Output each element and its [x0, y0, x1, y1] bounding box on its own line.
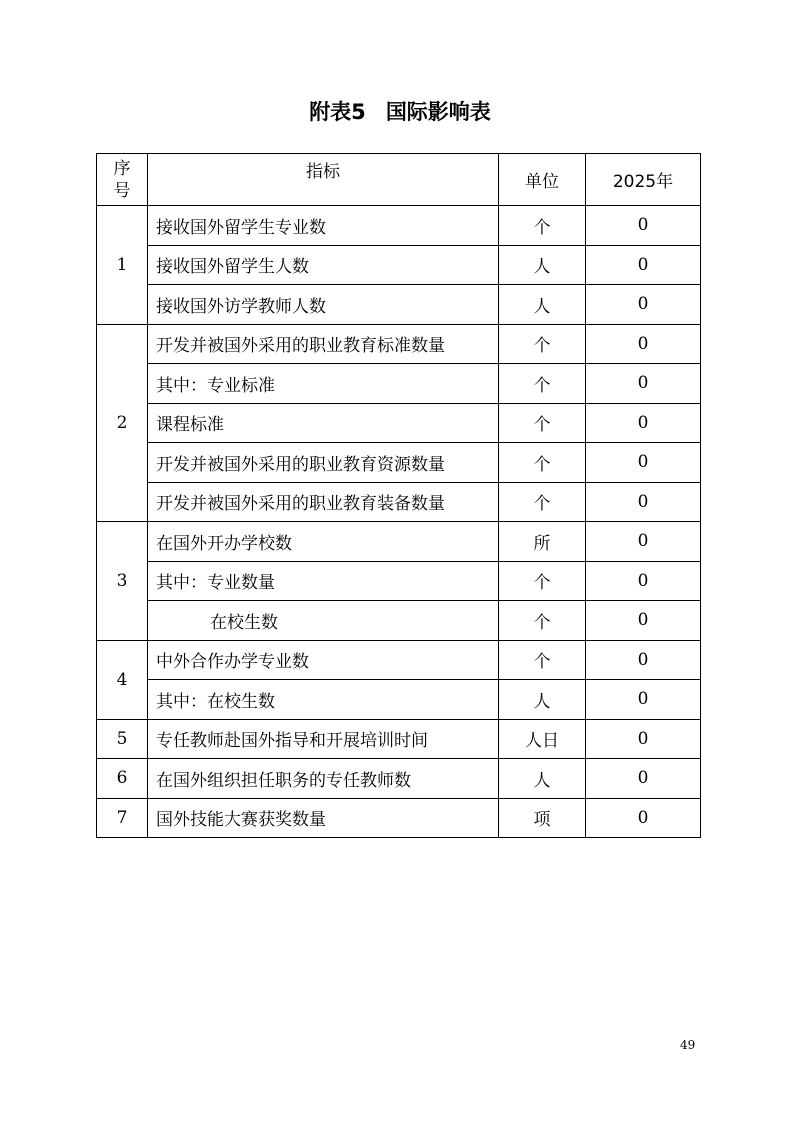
indicator-unit: 项 — [499, 798, 586, 838]
indicator-name: 开发并被国外采用的职业教育装备数量 — [148, 482, 499, 522]
table-row — [97, 719, 701, 759]
table-row — [97, 245, 701, 285]
indicator-name: 开发并被国外采用的职业教育资源数量 — [148, 443, 499, 483]
indicator-value: 0 — [586, 640, 701, 680]
header-year: 2025年 — [586, 154, 701, 206]
indicator-name: 在国外开办学校数 — [148, 522, 499, 562]
indicator-value: 0 — [586, 206, 701, 246]
table-row — [97, 482, 701, 522]
indicator-value: 0 — [586, 285, 701, 325]
indicator-name: 其中：在校生数 — [148, 680, 499, 720]
row-number: 6 — [97, 759, 148, 799]
table-row — [97, 561, 701, 601]
indicator-name: 开发并被国外采用的职业教育标准数量 — [148, 324, 499, 364]
header-seq-line2: 号 — [113, 180, 131, 201]
header-unit: 单位 — [499, 154, 586, 206]
indicator-name: 接收国外留学生人数 — [148, 245, 499, 285]
row-number: 4 — [97, 640, 148, 719]
table-row — [97, 601, 701, 641]
indicator-name: 在国外组织担任职务的专任教师数 — [148, 759, 499, 799]
indicator-unit: 人 — [499, 285, 586, 325]
indicator-value: 0 — [586, 719, 701, 759]
indicator-unit: 人 — [499, 759, 586, 799]
table-row — [97, 364, 701, 404]
indicator-value: 0 — [586, 561, 701, 601]
indicator-unit: 人 — [499, 245, 586, 285]
indicator-name: 中外合作办学专业数 — [148, 640, 499, 680]
indicator-name: 其中：专业标准 — [148, 364, 499, 404]
indicator-name: 国外技能大赛获奖数量 — [148, 798, 499, 838]
page-title — [0, 96, 800, 126]
indicator-unit: 个 — [499, 403, 586, 443]
page-number: 49 — [680, 1038, 696, 1052]
indicator-name: 课程标准 — [148, 403, 499, 443]
header-seq — [97, 154, 148, 206]
row-number: 3 — [97, 522, 148, 641]
table-row — [97, 443, 701, 483]
indicator-value: 0 — [586, 482, 701, 522]
row-number: 7 — [97, 798, 148, 838]
indicator-unit: 人 — [499, 680, 586, 720]
indicator-unit: 个 — [499, 206, 586, 246]
table-row — [97, 798, 701, 838]
international-impact-table — [96, 153, 701, 838]
indicator-name: 接收国外留学生专业数 — [148, 206, 499, 246]
indicator-unit: 所 — [499, 522, 586, 562]
indicator-name: 其中：专业数量 — [148, 561, 499, 601]
indicator-unit: 个 — [499, 561, 586, 601]
indicator-unit: 个 — [499, 364, 586, 404]
table-row — [97, 680, 701, 720]
indicator-value: 0 — [586, 759, 701, 799]
table-row — [97, 403, 701, 443]
indicator-unit: 个 — [499, 482, 586, 522]
indicator-value: 0 — [586, 245, 701, 285]
table-row — [97, 206, 701, 246]
indicator-unit: 个 — [499, 640, 586, 680]
indicator-name: 在校生数 — [148, 601, 499, 641]
row-number: 5 — [97, 719, 148, 759]
indicator-unit: 个 — [499, 443, 586, 483]
indicator-value: 0 — [586, 798, 701, 838]
indicator-value: 0 — [586, 364, 701, 404]
row-number: 1 — [97, 206, 148, 325]
table-row — [97, 522, 701, 562]
table-header-row — [97, 154, 701, 206]
table-row — [97, 324, 701, 364]
header-seq-line1: 序 — [113, 158, 131, 179]
indicator-unit: 人日 — [499, 719, 586, 759]
indicator-value: 0 — [586, 522, 701, 562]
indicator-value: 0 — [586, 443, 701, 483]
indicator-value: 0 — [586, 601, 701, 641]
row-number: 2 — [97, 324, 148, 522]
table-row — [97, 640, 701, 680]
table-row — [97, 759, 701, 799]
indicator-value: 0 — [586, 324, 701, 364]
title-main: 国际影响表 — [385, 100, 491, 124]
indicator-unit: 个 — [499, 324, 586, 364]
indicator-value: 0 — [586, 403, 701, 443]
indicator-name: 专任教师赴国外指导和开展培训时间 — [148, 719, 499, 759]
header-indicator: 指标 — [148, 154, 499, 206]
indicator-value: 0 — [586, 680, 701, 720]
indicator-name: 接收国外访学教师人数 — [148, 285, 499, 325]
table-row — [97, 285, 701, 325]
indicator-unit: 个 — [499, 601, 586, 641]
title-prefix: 附表5 — [309, 100, 366, 124]
